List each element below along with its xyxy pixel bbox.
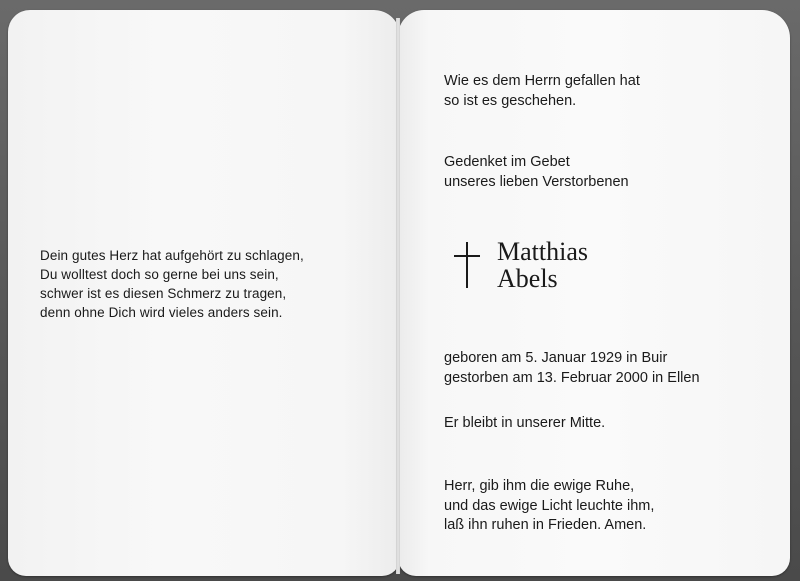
closing-prayer: Herr, gib ihm die ewige Ruhe, und das ewige Licht leuchte ihm, laß ihn ruhen in Frieden. Amen. [444,478,655,533]
prayer-request: Gedenket im Gebet unseres lieben Verstorbenen [444,154,629,190]
cross-icon [454,242,480,288]
memorial-poem: Dein gutes Herz hat aufgehört zu schlagen, Du wolltest doch so gerne bei uns sein, schwer ist es diesen Schmerz zu tragen, denn ohne Dich wird vieles anders sein. [40,248,304,320]
birth-death-dates: geboren am 5. Januar 1929 in Buir gestorben am 13. Februar 2000 in Ellen [444,350,700,386]
last-name: Abels [497,264,558,293]
first-name: Matthias [497,237,588,266]
deceased-name [497,238,588,292]
card-fold [396,18,400,574]
bible-verse: Wie es dem Herrn gefallen hat so ist es geschehen. [444,73,640,109]
remembrance-line: Er bleibt in unserer Mitte. [444,415,606,431]
